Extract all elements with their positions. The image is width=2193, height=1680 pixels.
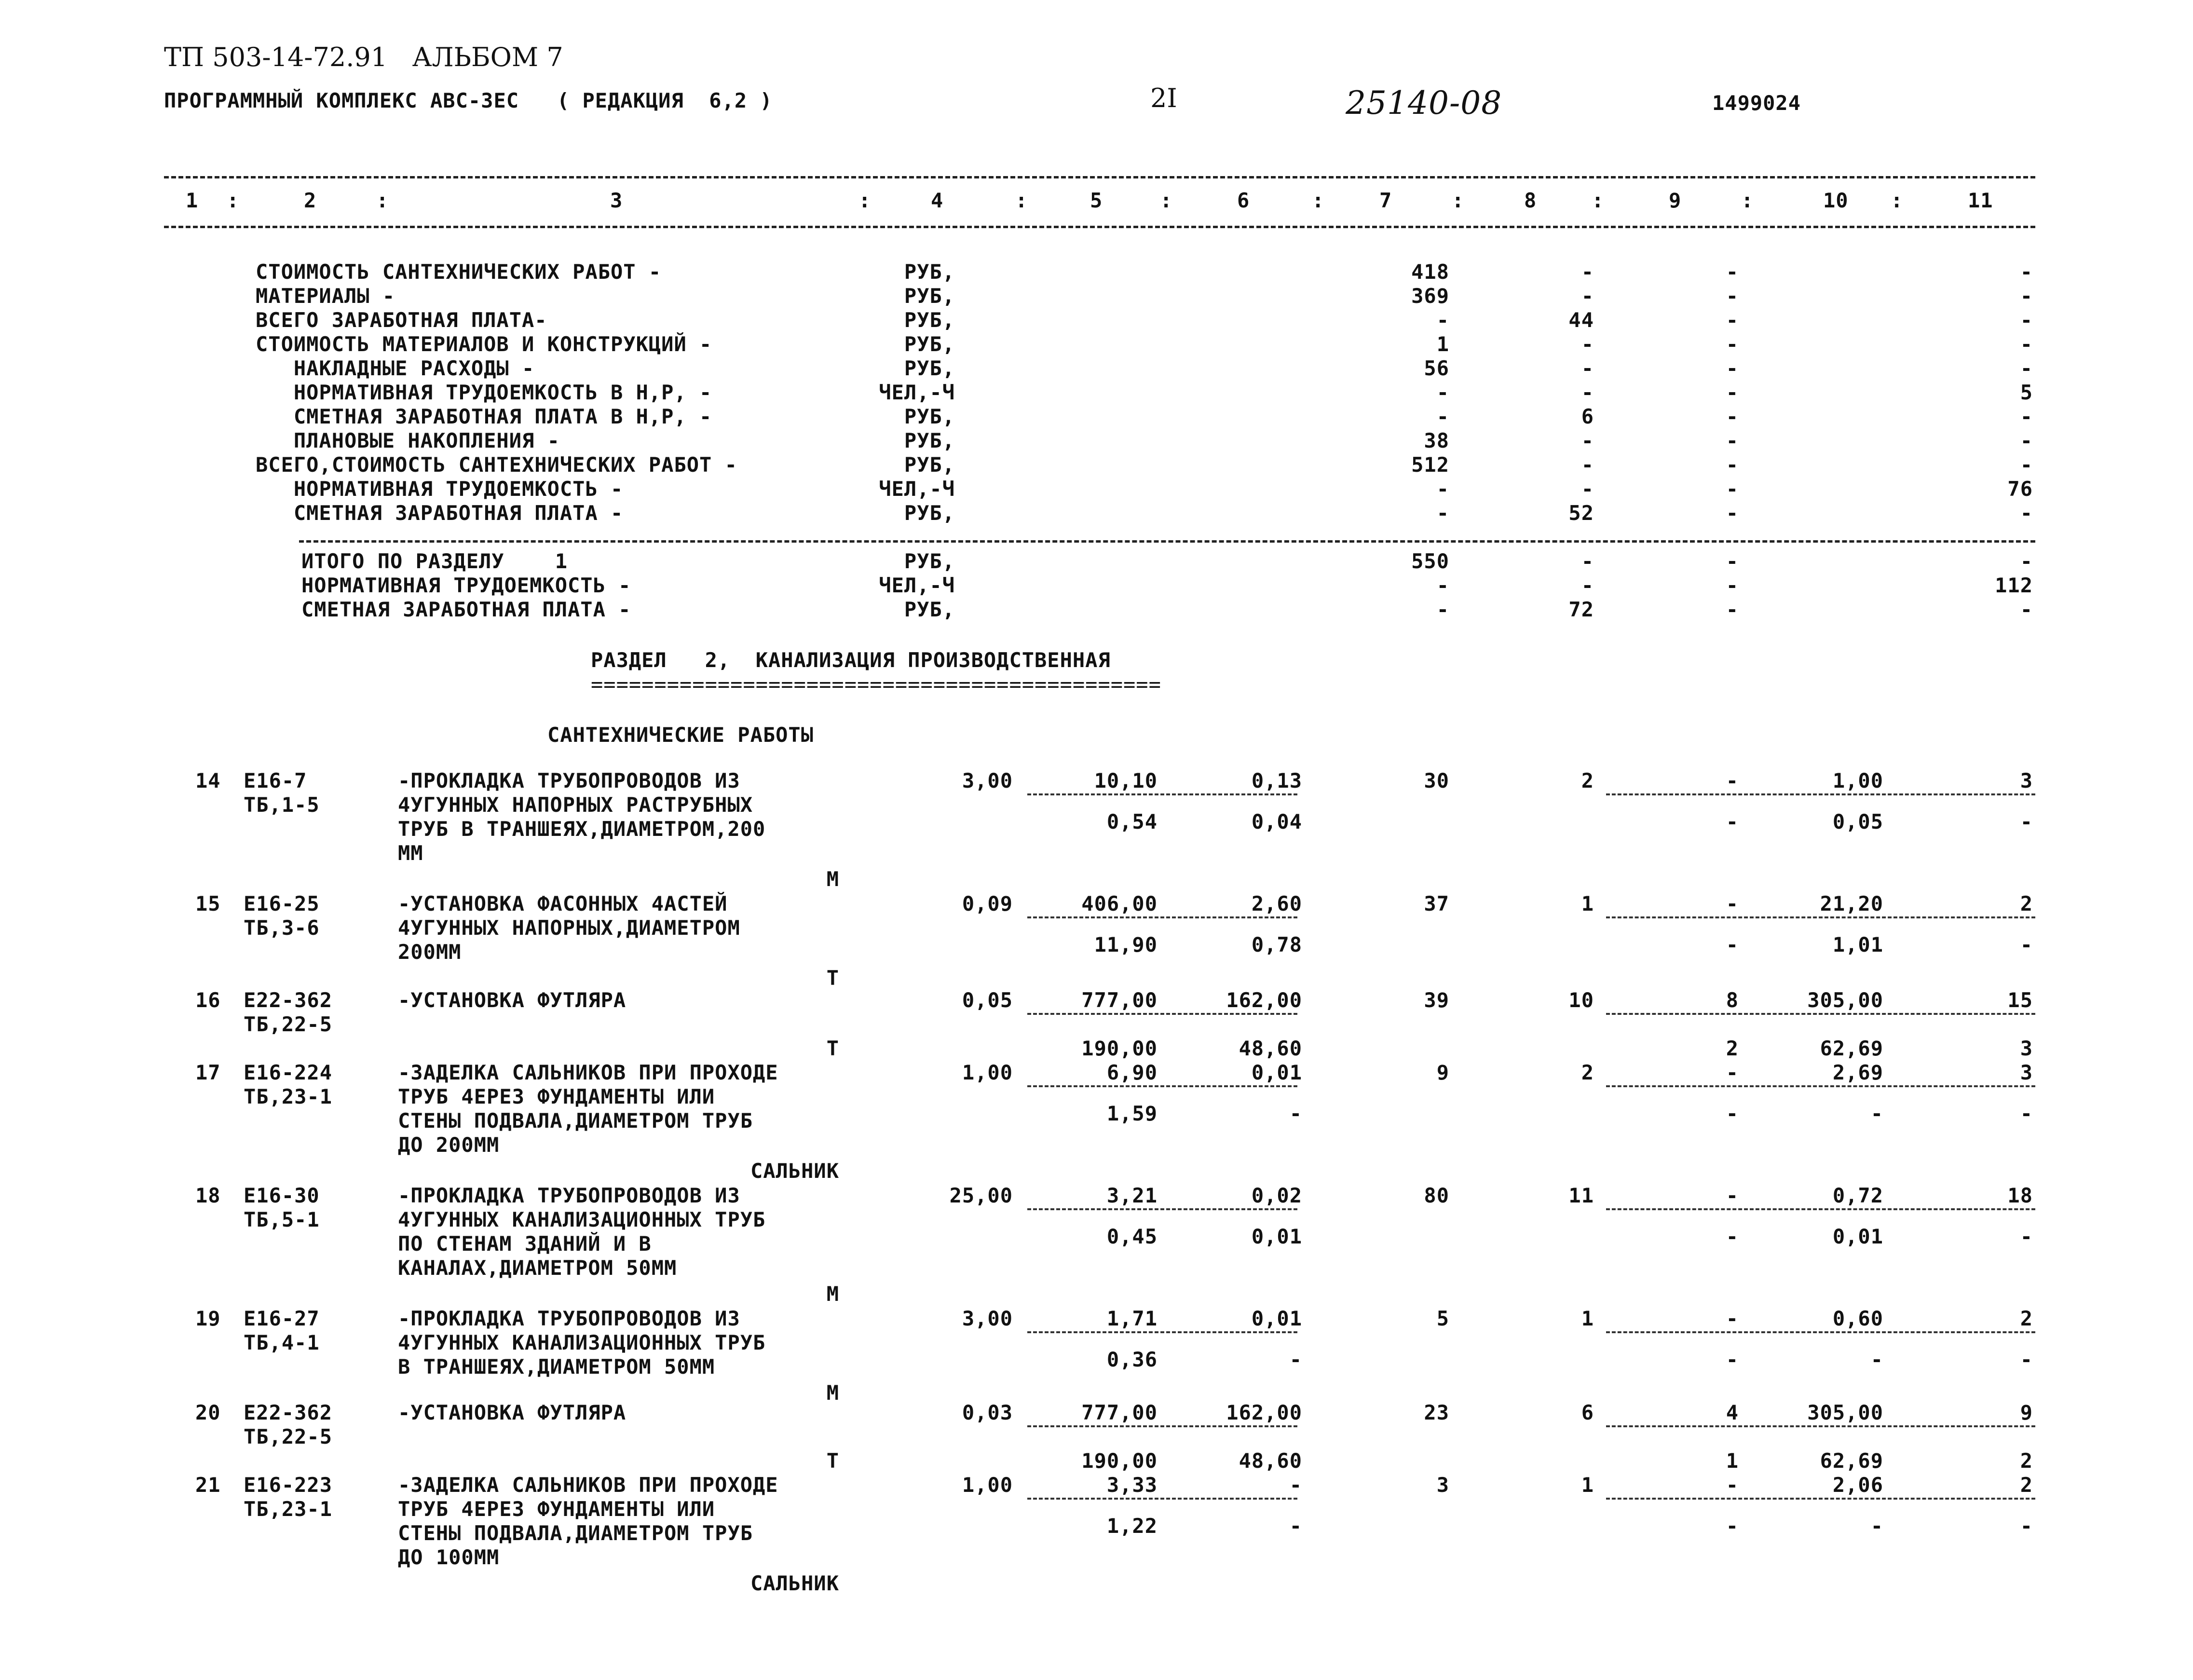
item-description: -УСТАНОВКА ФАСОННЫХ 4АСТЕЙ [398,892,728,915]
item-description: -УСТАНОВКА ФУТЛЯРА [398,988,627,1012]
item-c7: 80 [1424,1184,1449,1207]
item-qty: 25,00 [949,1184,1013,1207]
item-c6b: 48,60 [1239,1037,1302,1060]
column-number: 5 [1090,189,1103,212]
item-c5b: 0,36 [1106,1348,1158,1371]
summary-col8: 52 [1568,501,1594,525]
summary-col8: - [1581,284,1594,308]
column-separator: : [858,189,872,212]
item-c5: 6,90 [1106,1061,1158,1084]
summary-label: СТОИМОСТЬ МАТЕРИАЛОВ И КОНСТРУКЦИЙ - [256,332,712,356]
item-c10b: 62,69 [1820,1449,1883,1473]
item-c10b: - [1870,1348,1883,1371]
header-bottom-rule [164,226,2035,228]
item-code: Е16-25 [244,892,320,915]
summary-col9: - [1726,332,1739,356]
item-subrule-right [1606,1208,2035,1210]
item-number: 20 [195,1401,221,1424]
item-number: 18 [195,1184,221,1207]
item-c9b: - [1726,810,1739,833]
item-c9: - [1726,892,1739,915]
totals-col11: - [2020,598,2033,621]
summary-col11: - [2020,260,2033,284]
section-title: РАЗДЕЛ 2, КАНАЛИЗАЦИЯ ПРОИЗВОДСТВЕННАЯ [591,648,1111,672]
item-c9: - [1726,769,1739,792]
page-number: 2I [1150,83,1177,113]
summary-col11: - [2020,284,2033,308]
item-number: 15 [195,892,221,915]
item-c9: - [1726,1473,1739,1497]
column-number: 7 [1379,189,1392,212]
item-subrule-right [1606,793,2035,795]
item-c10: 0,72 [1832,1184,1883,1207]
item-unit: М [826,1381,839,1405]
item-description: 4УГУННЫХ НАПОРНЫХ РАСТРУБНЫХ [398,793,753,817]
item-c6: 0,01 [1251,1061,1302,1084]
column-separator: : [376,189,389,212]
item-c9: - [1726,1184,1739,1207]
summary-col11: - [2020,405,2033,428]
item-c6: 2,60 [1251,892,1302,915]
item-subrule-right [1606,1085,2035,1087]
item-c5b: 1,22 [1106,1514,1158,1538]
summary-col8: - [1581,260,1594,284]
item-c5b: 1,59 [1106,1102,1158,1125]
totals-label: СМЕТНАЯ ЗАРАБОТНАЯ ПЛАТА - [301,598,631,621]
item-c6: - [1289,1473,1302,1497]
totals-col7: - [1436,574,1449,597]
column-number: 2 [304,189,317,212]
item-number: 17 [195,1061,221,1084]
item-c9b: - [1726,1514,1739,1538]
item-description: 4УГУННЫХ КАНАЛИЗАЦИОННЫХ ТРУБ [398,1208,766,1231]
item-c6: 0,02 [1251,1184,1302,1207]
summary-col11: - [2020,501,2033,525]
item-c9b: - [1726,1348,1739,1371]
item-code: Е16-224 [244,1061,333,1084]
item-c8: 10 [1568,988,1594,1012]
summary-col9: - [1726,284,1739,308]
column-separator: : [1741,189,1754,212]
summary-unit: РУБ, [904,501,955,525]
item-c5: 406,00 [1081,892,1158,915]
item-reference: ТБ,23-1 [244,1497,333,1521]
item-c10b: 0,01 [1832,1225,1883,1248]
totals-col9: - [1726,549,1739,573]
item-c6b: 0,01 [1251,1225,1302,1248]
summary-label: ВСЕГО,СТОИМОСТЬ САНТЕХНИЧЕСКИХ РАБОТ - [256,453,737,477]
item-c9: 8 [1726,988,1739,1012]
item-description: 200ММ [398,940,462,964]
item-description: В ТРАНШЕЯХ,ДИАМЕТРОМ 50ММ [398,1355,715,1379]
item-code: Е16-223 [244,1473,333,1497]
item-c10: 305,00 [1807,988,1883,1012]
item-reference: ТБ,3-6 [244,916,320,940]
item-c9b: 1 [1726,1449,1739,1473]
item-subrule-right [1606,1331,2035,1333]
item-unit: Т [826,1449,839,1473]
summary-col7: - [1436,308,1449,332]
column-number: 10 [1823,189,1849,212]
item-c10b: - [1870,1102,1883,1125]
item-c5: 3,21 [1106,1184,1158,1207]
item-description: -УСТАНОВКА ФУТЛЯРА [398,1401,627,1424]
item-c11: 2 [2020,1307,2033,1330]
column-separator: : [1015,189,1028,212]
item-unit: Т [826,966,839,990]
document-number: 1499024 [1712,91,1801,115]
item-description: ДО 100ММ [398,1545,500,1569]
item-c7: 9 [1436,1061,1449,1084]
item-c5b: 190,00 [1081,1449,1158,1473]
item-number: 16 [195,988,221,1012]
summary-col11: 76 [2007,477,2033,501]
item-unit: М [826,1282,839,1306]
item-unit: САЛЬНИК [750,1571,839,1595]
item-reference: ТБ,22-5 [244,1012,333,1036]
item-c7: 5 [1436,1307,1449,1330]
item-description: ТРУБ 4ЕРЕЗ ФУНДАМЕНТЫ ИЛИ [398,1085,715,1108]
summary-col9: - [1726,405,1739,428]
item-subrule-left [1027,1208,1297,1210]
column-separator: : [227,189,240,212]
item-subrule-right [1606,1498,2035,1500]
item-c11b: - [2020,810,2033,833]
summary-label: СТОИМОСТЬ САНТЕХНИЧЕСКИХ РАБОТ - [256,260,662,284]
item-c8: 6 [1581,1401,1594,1424]
item-number: 19 [195,1307,221,1330]
item-description: -ПРОКЛАДКА ТРУБОПРОВОДОВ ИЗ [398,1307,740,1330]
item-qty: 1,00 [962,1061,1013,1084]
column-separator: : [1312,189,1325,212]
totals-col7: - [1436,598,1449,621]
summary-label: СМЕТНАЯ ЗАРАБОТНАЯ ПЛАТА - [256,501,624,525]
summary-col8: 6 [1581,405,1594,428]
item-c5: 777,00 [1081,988,1158,1012]
item-subrule-left [1027,1085,1297,1087]
summary-unit: РУБ, [904,429,955,452]
summary-col11: - [2020,453,2033,477]
summary-unit: ЧЕЛ,-Ч [879,477,955,501]
item-c10: 305,00 [1807,1401,1883,1424]
item-c6b: 0,04 [1251,810,1302,833]
summary-unit: РУБ, [904,356,955,380]
summary-col9: - [1726,381,1739,404]
item-c6: 0,13 [1251,769,1302,792]
item-description: -ПРОКЛАДКА ТРУБОПРОВОДОВ ИЗ [398,769,740,792]
item-reference: ТБ,5-1 [244,1208,320,1231]
item-c6b: - [1289,1348,1302,1371]
item-c11: 2 [2020,892,2033,915]
item-c7: 3 [1436,1473,1449,1497]
item-c10: 2,69 [1832,1061,1883,1084]
summary-label: МАТЕРИАЛЫ - [256,284,395,308]
program-title: ПРОГРАММНЫЙ КОМПЛЕКС АВС-3ЕС ( РЕДАКЦИЯ 6,2 ) [164,89,773,112]
summary-col7: 418 [1411,260,1449,284]
item-c7: 23 [1424,1401,1449,1424]
item-code: Е16-27 [244,1307,320,1330]
summary-unit: РУБ, [904,405,955,428]
summary-unit: РУБ, [904,260,955,284]
summary-col7: 512 [1411,453,1449,477]
item-c9b: 2 [1726,1037,1739,1060]
item-qty: 3,00 [962,769,1013,792]
item-c10: 2,06 [1832,1473,1883,1497]
item-c7: 39 [1424,988,1449,1012]
column-separator: : [1592,189,1605,212]
header-top-rule [164,176,2035,178]
column-number: 4 [931,189,944,212]
item-c5: 1,71 [1106,1307,1158,1330]
item-description: СТЕНЫ ПОДВАЛА,ДИАМЕТРОМ ТРУБ [398,1109,753,1133]
item-qty: 1,00 [962,1473,1013,1497]
item-c9b: - [1726,1225,1739,1248]
item-subrule-right [1606,1425,2035,1427]
item-c11: 15 [2007,988,2033,1012]
item-description: ММ [398,841,423,865]
column-separator: : [1891,189,1904,212]
item-c5b: 0,45 [1106,1225,1158,1248]
item-code: Е22-362 [244,988,333,1012]
item-reference: ТБ,23-1 [244,1085,333,1108]
item-c6b: 48,60 [1239,1449,1302,1473]
item-c5b: 190,00 [1081,1037,1158,1060]
item-c11b: - [2020,933,2033,956]
item-c8: 11 [1568,1184,1594,1207]
item-c6: 0,01 [1251,1307,1302,1330]
item-qty: 0,09 [962,892,1013,915]
summary-unit: РУБ, [904,453,955,477]
item-subrule-left [1027,916,1297,918]
column-number: 11 [1968,189,1993,212]
item-qty: 0,05 [962,988,1013,1012]
item-description: ДО 200ММ [398,1133,500,1157]
item-description: 4УГУННЫХ НАПОРНЫХ,ДИАМЕТРОМ [398,916,740,940]
summary-label: ВСЕГО ЗАРАБОТНАЯ ПЛАТА- [256,308,547,332]
item-qty: 0,03 [962,1401,1013,1424]
totals-col8: - [1581,549,1594,573]
item-c11b: - [2020,1514,2033,1538]
summary-unit: РУБ, [904,332,955,356]
item-description: -ЗАДЕЛКА САЛЬНИКОВ ПРИ ПРОХОДЕ [398,1473,778,1497]
summary-col9: - [1726,308,1739,332]
item-description: ТРУБ В ТРАНШЕЯХ,ДИАМЕТРОМ,200 [398,817,766,841]
handwritten-code: 25140-08 [1346,84,1502,122]
totals-unit: РУБ, [904,549,955,573]
item-c8: 1 [1581,1307,1594,1330]
summary-label: СМЕТНАЯ ЗАРАБОТНАЯ ПЛАТА В Н,Р, - [256,405,712,428]
item-c9b: - [1726,1102,1739,1125]
item-reference: ТБ,22-5 [244,1425,333,1448]
item-c6b: 0,78 [1251,933,1302,956]
item-subrule-left [1027,1331,1297,1333]
item-c5: 10,10 [1094,769,1158,792]
item-c5: 3,33 [1106,1473,1158,1497]
item-reference: ТБ,4-1 [244,1331,320,1354]
subsection-title: САНТЕХНИЧЕСКИЕ РАБОТЫ [547,723,814,747]
item-reference: ТБ,1-5 [244,793,320,817]
totals-col7: 550 [1411,549,1449,573]
item-c6: 162,00 [1226,1401,1302,1424]
item-c11: 3 [2020,769,2033,792]
totals-col11: - [2020,549,2033,573]
item-c8: 2 [1581,769,1594,792]
item-qty: 3,00 [962,1307,1013,1330]
item-description: СТЕНЫ ПОДВАЛА,ДИАМЕТРОМ ТРУБ [398,1521,753,1545]
item-code: Е16-30 [244,1184,320,1207]
summary-col11: - [2020,308,2033,332]
item-subrule-right [1606,916,2035,918]
item-number: 21 [195,1473,221,1497]
summary-col7: - [1436,405,1449,428]
item-description: 4УГУННЫХ КАНАЛИЗАЦИОННЫХ ТРУБ [398,1331,766,1354]
item-description: -ЗАДЕЛКА САЛЬНИКОВ ПРИ ПРОХОДЕ [398,1061,778,1084]
item-c10: 0,60 [1832,1307,1883,1330]
item-description: КАНАЛАХ,ДИАМЕТРОМ 50ММ [398,1256,677,1280]
totals-unit: ЧЕЛ,-Ч [879,574,955,597]
summary-col11: - [2020,429,2033,452]
item-c8: 2 [1581,1061,1594,1084]
column-number: 8 [1524,189,1537,212]
summary-col7: - [1436,477,1449,501]
totals-col8: - [1581,574,1594,597]
item-c11b: 3 [2020,1037,2033,1060]
item-c8: 1 [1581,1473,1594,1497]
item-subrule-right [1606,1013,2035,1015]
summary-col9: - [1726,477,1739,501]
item-c7: 30 [1424,769,1449,792]
item-c10b: 1,01 [1832,933,1883,956]
column-number: 6 [1237,189,1250,212]
summary-col7: 38 [1424,429,1449,452]
item-c11: 18 [2007,1184,2033,1207]
item-code: Е16-7 [244,769,307,792]
item-c9: - [1726,1307,1739,1330]
item-c11b: 2 [2020,1449,2033,1473]
summary-unit: ЧЕЛ,-Ч [879,381,955,404]
item-c5: 777,00 [1081,1401,1158,1424]
summary-label: НОРМАТИВНАЯ ТРУДОЕМКОСТЬ В Н,Р, - [256,381,712,404]
item-subrule-left [1027,793,1297,795]
summary-label: ПЛАНОВЫЕ НАКОПЛЕНИЯ - [256,429,560,452]
item-c6: 162,00 [1226,988,1302,1012]
totals-unit: РУБ, [904,598,955,621]
summary-col8: - [1581,429,1594,452]
summary-col7: 56 [1424,356,1449,380]
item-c7: 37 [1424,892,1449,915]
summary-col11: - [2020,332,2033,356]
summary-col9: - [1726,501,1739,525]
item-c11b: - [2020,1102,2033,1125]
totals-col11: 112 [1995,574,2033,597]
item-c10: 21,20 [1820,892,1883,915]
totals-label: ИТОГО ПО РАЗДЕЛУ 1 [301,549,568,573]
item-c5b: 0,54 [1106,810,1158,833]
summary-label: НОРМАТИВНАЯ ТРУДОЕМКОСТЬ - [256,477,624,501]
section-underline: ============================================= [591,672,1161,696]
summary-col7: - [1436,501,1449,525]
summary-col8: - [1581,356,1594,380]
item-c6b: - [1289,1102,1302,1125]
summary-col8: - [1581,477,1594,501]
totals-rule [299,540,2035,543]
summary-col11: - [2020,356,2033,380]
item-subrule-left [1027,1498,1297,1500]
totals-col8: 72 [1568,598,1594,621]
item-c10b: - [1870,1514,1883,1538]
album-title: ТП 503-14-72.91 АЛЬБОМ 7 [164,42,563,72]
column-number: 3 [610,189,623,212]
summary-unit: РУБ, [904,308,955,332]
item-c9: 4 [1726,1401,1739,1424]
column-number: 9 [1669,189,1682,212]
item-description: ТРУБ 4ЕРЕЗ ФУНДАМЕНТЫ ИЛИ [398,1497,715,1521]
item-c11: 2 [2020,1473,2033,1497]
column-separator: : [1452,189,1465,212]
item-c9b: - [1726,933,1739,956]
totals-col9: - [1726,574,1739,597]
item-subrule-left [1027,1425,1297,1427]
item-c11b: - [2020,1348,2033,1371]
item-c5b: 11,90 [1094,933,1158,956]
item-c11: 9 [2020,1401,2033,1424]
item-c10: 1,00 [1832,769,1883,792]
summary-label: НАКЛАДНЫЕ РАСХОДЫ - [256,356,535,380]
summary-col9: - [1726,260,1739,284]
item-unit: Т [826,1037,839,1060]
summary-unit: РУБ, [904,284,955,308]
column-number: 1 [186,189,199,212]
summary-col8: - [1581,453,1594,477]
summary-col9: - [1726,429,1739,452]
summary-col8: - [1581,332,1594,356]
item-c6b: - [1289,1514,1302,1538]
summary-col7: 1 [1436,332,1449,356]
summary-col9: - [1726,356,1739,380]
item-code: Е22-362 [244,1401,333,1424]
item-subrule-left [1027,1013,1297,1015]
summary-col7: - [1436,381,1449,404]
column-separator: : [1160,189,1173,212]
item-c10b: 62,69 [1820,1037,1883,1060]
item-description: ПО СТЕНАМ ЗДАНИЙ И В [398,1232,652,1256]
item-unit: М [826,867,839,891]
item-number: 14 [195,769,221,792]
item-description: -ПРОКЛАДКА ТРУБОПРОВОДОВ ИЗ [398,1184,740,1207]
totals-col9: - [1726,598,1739,621]
summary-col11: 5 [2020,381,2033,404]
item-c8: 1 [1581,892,1594,915]
item-c11b: - [2020,1225,2033,1248]
totals-label: НОРМАТИВНАЯ ТРУДОЕМКОСТЬ - [301,574,631,597]
summary-col9: - [1726,453,1739,477]
item-c11: 3 [2020,1061,2033,1084]
summary-col7: 369 [1411,284,1449,308]
summary-col8: 44 [1568,308,1594,332]
item-unit: САЛЬНИК [750,1159,839,1183]
item-c10b: 0,05 [1832,810,1883,833]
summary-col8: - [1581,381,1594,404]
item-c9: - [1726,1061,1739,1084]
